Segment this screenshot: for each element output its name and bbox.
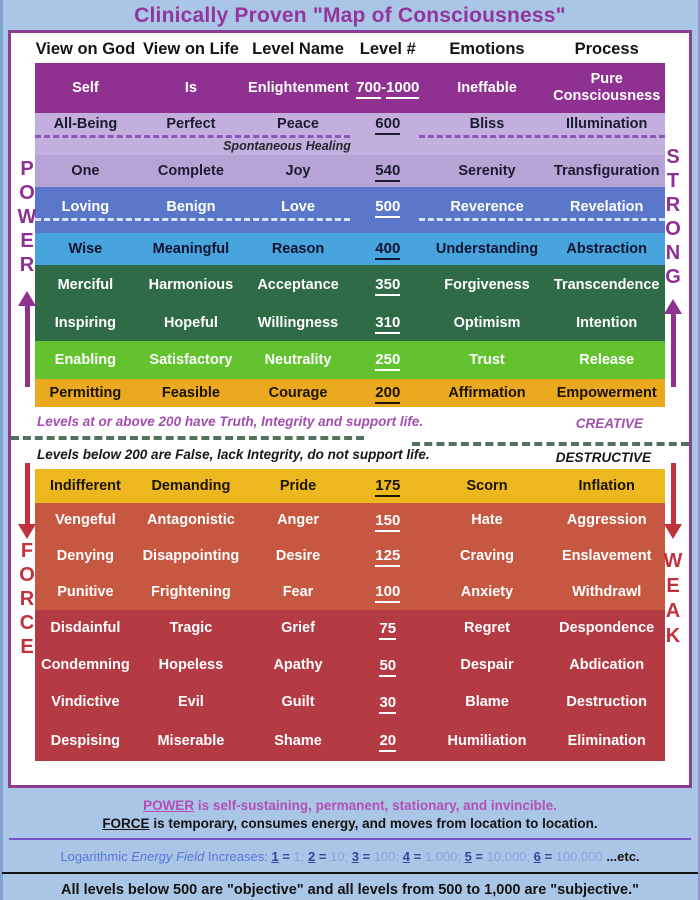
table-row bbox=[35, 305, 665, 341]
column-header: View on Life bbox=[142, 40, 239, 58]
cell-level-name: Love bbox=[281, 198, 315, 215]
cell-level-number: 700-1000 bbox=[350, 79, 426, 97]
column-header: Level # bbox=[359, 40, 416, 58]
log-level-digit: 4 bbox=[402, 849, 410, 864]
vertical-letter: E bbox=[666, 575, 680, 597]
cell-process: Empowerment bbox=[556, 384, 657, 401]
vertical-letter: F bbox=[20, 540, 34, 562]
level-number: 700 bbox=[356, 79, 381, 99]
cell-level-number bbox=[350, 115, 426, 133]
column-header: Process bbox=[574, 40, 639, 58]
cell-level-name: Reason bbox=[271, 240, 325, 257]
cell-view-on-god: Vindictive bbox=[51, 694, 120, 711]
vertical-letter: T bbox=[666, 170, 680, 192]
cell-view-on-god: Permitting bbox=[49, 384, 122, 401]
level-number: 20 bbox=[379, 732, 396, 752]
cell-view-on-god: Inspiring bbox=[54, 314, 117, 331]
black-divider-line bbox=[2, 872, 698, 874]
table-row bbox=[35, 233, 665, 265]
level-number: 250 bbox=[375, 351, 400, 371]
vertical-letter: A bbox=[665, 600, 681, 622]
level-number: 125 bbox=[375, 547, 400, 567]
up-arrow-icon bbox=[14, 291, 40, 387]
level-number: 600 bbox=[375, 115, 400, 135]
log-level-value: 10; bbox=[330, 849, 352, 864]
vertical-letter: C bbox=[19, 612, 35, 634]
power-definition: POWER is self-sustaining, permanent, stationary, and invincible. bbox=[143, 798, 557, 813]
vertical-letter: S bbox=[666, 146, 680, 168]
cell-process: Illumination bbox=[566, 115, 648, 132]
table-row bbox=[35, 684, 665, 721]
cell-level-number bbox=[350, 547, 426, 565]
equals-sign: = bbox=[471, 849, 487, 864]
cell-emotion: Bliss bbox=[469, 115, 505, 132]
cell-emotion: Hate bbox=[471, 512, 503, 529]
log-level-value: 100; bbox=[373, 849, 403, 864]
table-row bbox=[35, 469, 665, 503]
cell-level-number bbox=[350, 583, 426, 601]
cell-emotion: Forgiveness bbox=[444, 276, 530, 293]
cell-process: Transfiguration bbox=[553, 162, 660, 179]
purple-divider-line bbox=[9, 838, 691, 840]
cell-view-on-life: Meaningful bbox=[152, 240, 230, 257]
log-level-value: 10,000; bbox=[486, 849, 534, 864]
column-header: Level Name bbox=[252, 40, 344, 58]
cell-process: Release bbox=[579, 351, 635, 368]
cell-view-on-god: Indifferent bbox=[49, 477, 121, 494]
level-number: 400 bbox=[375, 240, 400, 260]
cell-view-on-god: Vengeful bbox=[55, 512, 116, 529]
cell-view-on-god: Disdainful bbox=[50, 620, 121, 637]
level-number: 75 bbox=[379, 620, 396, 640]
cell-process: Pure Consciousness bbox=[553, 71, 661, 104]
level-number: 1000 bbox=[386, 79, 419, 99]
table-row bbox=[35, 341, 665, 379]
log-level-value: 1; bbox=[293, 849, 309, 864]
below-200-note: Levels below 200 are False, lack Integrity, do not support life. bbox=[37, 447, 430, 462]
cell-level-number bbox=[350, 276, 426, 294]
up-arrow-icon bbox=[660, 299, 686, 387]
cell-view-on-god: Punitive bbox=[57, 583, 114, 600]
cell-level-name: Neutrality bbox=[264, 351, 332, 368]
row-dashed-line bbox=[35, 135, 665, 138]
cell-view-on-god: Despising bbox=[50, 732, 121, 749]
vertical-letter: P bbox=[20, 158, 34, 180]
table-row bbox=[35, 610, 665, 647]
force-definition: FORCE is temporary, consumes energy, and moves from location to location. bbox=[102, 816, 598, 831]
cell-emotion: Despair bbox=[460, 657, 514, 674]
cell-view-on-life: Hopeless bbox=[158, 657, 224, 674]
cell-process: Destruction bbox=[566, 694, 647, 711]
vertical-letter: K bbox=[665, 625, 681, 647]
cell-emotion: Craving bbox=[460, 547, 514, 564]
level-number: 540 bbox=[375, 162, 400, 182]
cell-view-on-life: Is bbox=[184, 79, 197, 96]
cell-level-name: Peace bbox=[277, 115, 319, 132]
cell-view-on-god: Merciful bbox=[57, 276, 114, 293]
table-header-row bbox=[35, 36, 665, 63]
table-row bbox=[35, 113, 665, 155]
cell-process: Withdrawl bbox=[572, 583, 642, 600]
cell-process: Abstraction bbox=[566, 240, 647, 257]
cell-view-on-god: Condemning bbox=[41, 657, 130, 674]
cell-level-number bbox=[350, 384, 426, 402]
cell-level-name: Joy bbox=[285, 162, 311, 179]
cell-view-on-life: Harmonious bbox=[148, 276, 234, 293]
level-number: 200 bbox=[375, 384, 400, 404]
power-vertical-label bbox=[14, 157, 40, 277]
cell-view-on-god: Enabling bbox=[54, 351, 117, 368]
footer-notes bbox=[0, 789, 700, 898]
level-number: 500 bbox=[375, 198, 400, 218]
log-level-digit: 5 bbox=[464, 849, 472, 864]
cell-level-number bbox=[350, 198, 426, 216]
cell-level-name: Enlightenment bbox=[248, 79, 349, 96]
scan-edge-left bbox=[0, 0, 3, 900]
cell-view-on-life: Perfect bbox=[166, 115, 216, 132]
cell-emotion: Ineffable bbox=[457, 79, 517, 96]
cell-view-on-life: Miserable bbox=[157, 732, 225, 749]
log-level-digit: 1 bbox=[271, 849, 279, 864]
cell-process: Abdication bbox=[569, 657, 645, 674]
cell-view-on-life: Antagonistic bbox=[147, 512, 235, 529]
cell-view-on-life: Complete bbox=[157, 162, 224, 179]
force-vertical-label bbox=[14, 539, 40, 659]
equals-sign: = bbox=[278, 849, 294, 864]
cell-view-on-god: One bbox=[71, 162, 100, 179]
log-level-digit: 2 bbox=[308, 849, 316, 864]
vertical-letter: G bbox=[665, 266, 681, 288]
table-row bbox=[35, 155, 665, 187]
level-number: 350 bbox=[375, 276, 400, 296]
log-level-value: 100,000 bbox=[555, 849, 607, 864]
cell-level-name: Anger bbox=[277, 512, 319, 529]
strong-vertical-label bbox=[660, 145, 686, 289]
cell-process: Enslavement bbox=[561, 547, 652, 564]
cell-emotion: Optimism bbox=[453, 314, 521, 331]
consciousness-table bbox=[35, 36, 665, 761]
cell-level-number bbox=[350, 162, 426, 180]
divider-dash-left bbox=[11, 436, 364, 440]
table-row bbox=[35, 574, 665, 610]
level-number: 175 bbox=[375, 477, 400, 497]
log-level-value: 1,000; bbox=[424, 849, 465, 864]
above-200-note: Levels at or above 200 have Truth, Integrity and support life. bbox=[37, 414, 424, 429]
cell-level-name: Courage bbox=[268, 384, 328, 401]
cell-emotion: Regret bbox=[464, 620, 510, 637]
power-term: POWER bbox=[143, 798, 195, 813]
vertical-letter: N bbox=[665, 242, 681, 264]
vertical-letter: O bbox=[665, 218, 681, 240]
log-level-digit: 6 bbox=[533, 849, 541, 864]
table-row bbox=[35, 721, 665, 761]
cell-view-on-god: Loving bbox=[61, 198, 110, 215]
table-row bbox=[35, 379, 665, 407]
log-level-digit: 3 bbox=[351, 849, 359, 864]
cell-level-number bbox=[350, 732, 426, 750]
cell-view-on-life: Evil bbox=[178, 694, 204, 711]
equals-sign: = bbox=[540, 849, 556, 864]
destructive-label: DESTRUCTIVE bbox=[555, 450, 651, 465]
cell-level-number bbox=[350, 477, 426, 495]
cell-process: Elimination bbox=[567, 732, 646, 749]
cell-level-name: Grief bbox=[281, 620, 315, 637]
vertical-letter: R bbox=[665, 194, 681, 216]
table-row bbox=[35, 63, 665, 113]
cell-emotion: Trust bbox=[469, 351, 505, 368]
cell-view-on-god: Wise bbox=[68, 240, 103, 257]
objective-subjective-note: All levels below 500 are "objective" and all levels from 500 to 1,000 are "subjective." bbox=[61, 882, 639, 898]
cell-process: Aggression bbox=[566, 512, 647, 529]
cell-level-name: Fear bbox=[282, 583, 314, 600]
cell-level-name: Willingness bbox=[257, 314, 339, 331]
cell-level-number bbox=[350, 314, 426, 332]
equals-sign: = bbox=[315, 849, 331, 864]
lower-table-rows bbox=[35, 469, 665, 761]
creative-destructive-divider bbox=[35, 407, 665, 469]
cell-emotion: Reverence bbox=[450, 198, 524, 215]
cell-process: Despondence bbox=[559, 620, 655, 637]
cell-view-on-god: All-Being bbox=[53, 115, 118, 132]
logarithmic-note: Logarithmic Energy Field Increases: 1 = 1; 2 = 10; 3 = 100; 4 = 1,000; 5 = 10,000; 6 = 100,000 ...etc. bbox=[60, 849, 640, 864]
page-title: Clinically Proven "Map of Consciousness" bbox=[134, 4, 566, 27]
cell-emotion: Blame bbox=[465, 694, 509, 711]
divider-dash-right bbox=[412, 442, 689, 446]
cell-emotion: Affirmation bbox=[448, 384, 526, 401]
cell-view-on-god: Self bbox=[72, 79, 99, 96]
table-row bbox=[35, 503, 665, 538]
cell-level-name: Desire bbox=[275, 547, 321, 564]
cell-process: Intention bbox=[576, 314, 638, 331]
level-number: 30 bbox=[379, 694, 396, 714]
column-header: Emotions bbox=[449, 40, 525, 58]
vertical-letter: R bbox=[19, 588, 35, 610]
cell-level-name: Pride bbox=[279, 477, 317, 494]
vertical-letter: W bbox=[17, 206, 37, 228]
level-number: 50 bbox=[379, 657, 396, 677]
vertical-letter: W bbox=[663, 550, 683, 572]
down-arrow-icon bbox=[660, 463, 686, 539]
column-header: View on God bbox=[35, 40, 136, 58]
cell-level-number bbox=[350, 657, 426, 675]
table-row bbox=[35, 265, 665, 305]
cell-emotion: Serenity bbox=[458, 162, 516, 179]
down-arrow-icon bbox=[14, 463, 40, 539]
cell-view-on-life: Benign bbox=[166, 198, 216, 215]
vertical-letter: O bbox=[19, 182, 35, 204]
cell-view-on-life: Demanding bbox=[151, 477, 231, 494]
cell-emotion: Scorn bbox=[466, 477, 508, 494]
table-row bbox=[35, 187, 665, 233]
cell-view-on-life: Satisfactory bbox=[149, 351, 233, 368]
cell-level-number bbox=[350, 694, 426, 712]
cell-emotion: Understanding bbox=[435, 240, 539, 257]
level-number: 150 bbox=[375, 512, 400, 532]
cell-emotion: Anxiety bbox=[460, 583, 514, 600]
spontaneous-healing-note: Spontaneous Healing bbox=[223, 138, 351, 153]
equals-sign: = bbox=[409, 849, 425, 864]
cell-level-name: Shame bbox=[274, 732, 322, 749]
cell-level-number bbox=[350, 620, 426, 638]
cell-view-on-life: Tragic bbox=[169, 620, 213, 637]
cell-process: Transcendence bbox=[553, 276, 660, 293]
cell-level-name: Guilt bbox=[281, 694, 315, 711]
cell-view-on-life: Frightening bbox=[151, 583, 231, 600]
cell-level-name: Acceptance bbox=[257, 276, 339, 293]
table-row bbox=[35, 538, 665, 574]
force-term: FORCE bbox=[102, 816, 150, 831]
cell-view-on-life: Feasible bbox=[161, 384, 220, 401]
cell-level-number bbox=[350, 240, 426, 258]
chart-panel bbox=[8, 30, 692, 788]
cell-emotion: Humiliation bbox=[447, 732, 527, 749]
level-number: 310 bbox=[375, 314, 400, 334]
vertical-letter: E bbox=[20, 230, 34, 252]
cell-process: Inflation bbox=[578, 477, 635, 494]
energy-field-label: Energy Field bbox=[131, 849, 205, 864]
vertical-letter: R bbox=[19, 254, 35, 276]
cell-level-name: Apathy bbox=[273, 657, 323, 674]
vertical-letter: O bbox=[19, 564, 35, 586]
weak-vertical-label bbox=[660, 549, 686, 649]
equals-sign: = bbox=[359, 849, 374, 864]
creative-label: CREATIVE bbox=[575, 416, 643, 431]
cell-view-on-life: Disappointing bbox=[142, 547, 240, 564]
level-number: 100 bbox=[375, 583, 400, 603]
cell-level-number bbox=[350, 512, 426, 530]
cell-process: Revelation bbox=[570, 198, 644, 215]
row-dashed-line bbox=[35, 218, 665, 221]
log-scale-values bbox=[271, 849, 606, 864]
upper-table-rows bbox=[35, 63, 665, 407]
table-row bbox=[35, 647, 665, 684]
cell-level-number bbox=[350, 351, 426, 369]
cell-view-on-god: Denying bbox=[56, 547, 114, 564]
vertical-letter: E bbox=[20, 636, 34, 658]
cell-view-on-life: Hopeful bbox=[163, 314, 218, 331]
